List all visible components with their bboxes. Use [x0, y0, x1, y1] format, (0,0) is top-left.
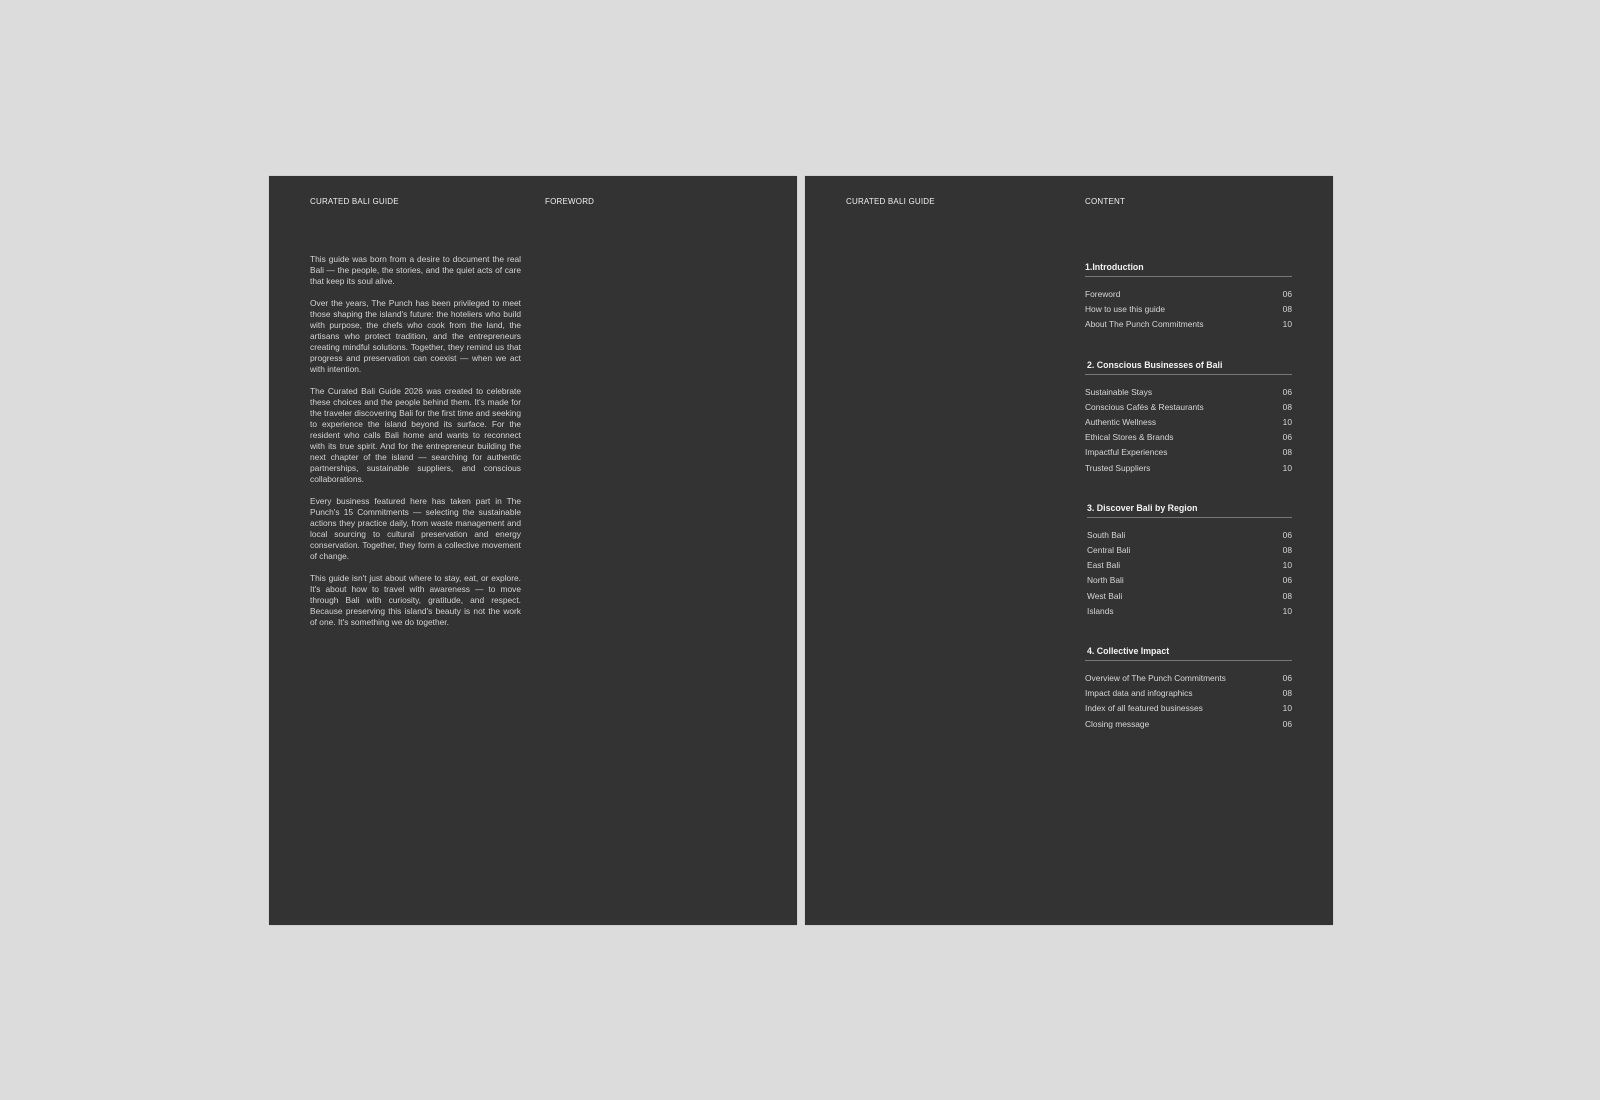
toc-entry-page: 08 [1282, 590, 1292, 601]
toc-entry-label: Central Bali [1087, 545, 1131, 556]
toc-section-conscious-businesses [1085, 359, 1292, 476]
toc-entry[interactable] [1085, 400, 1292, 415]
toc-entry-label: Authentic Wellness [1085, 417, 1157, 428]
toc-entry-label: Impactful Experiences [1085, 447, 1168, 458]
toc-entry-page: 06 [1282, 432, 1292, 443]
foreword-paragraph: This guide isn't just about where to stay, eat, or explore. It's about how to travel with awareness — to move through Bali with curiosity, gratitude, and respect. Because preserving this island's beauty is not the work of one. It's something we do together. [310, 573, 521, 627]
toc-entry-label: South Bali [1087, 529, 1126, 540]
section-label: CONTENT [1085, 197, 1126, 206]
toc-entry[interactable] [1085, 302, 1292, 317]
toc-section-heading: 3. Discover Bali by Region [1087, 502, 1292, 518]
toc-entry[interactable] [1085, 445, 1292, 460]
toc-entry-page: 10 [1282, 605, 1292, 616]
toc-entry[interactable] [1087, 558, 1292, 573]
section-label: FOREWORD [545, 197, 595, 206]
toc-entry-label: Impact data and infographics [1085, 688, 1193, 699]
toc-entry-label: About The Punch Commitments [1085, 319, 1204, 330]
running-title: CURATED BALI GUIDE [310, 197, 399, 206]
toc-entry[interactable] [1085, 671, 1292, 686]
toc-entry[interactable] [1085, 287, 1292, 302]
toc-entry[interactable] [1085, 717, 1292, 732]
running-title: CURATED BALI GUIDE [846, 197, 935, 206]
foreword-body [310, 254, 521, 639]
toc-entry-page: 10 [1282, 417, 1292, 428]
toc-entry-page: 06 [1282, 386, 1292, 397]
toc-entry[interactable] [1087, 573, 1292, 588]
toc-entry-page: 08 [1282, 545, 1292, 556]
toc-entry-label: Index of all featured businesses [1085, 703, 1203, 714]
toc-entry[interactable] [1085, 317, 1292, 332]
toc-entry-label: Trusted Suppliers [1085, 462, 1151, 473]
toc-entry-page: 06 [1282, 673, 1292, 684]
foreword-paragraph: The Curated Bali Guide 2026 was created to celebrate these choices and the people behind them. It's made for the traveler discovering Bali for the first time and seeking to experience the island beyond its surface. For the resident who calls Bali home and wants to reconnect with its true spirit. And for the entrepreneur building the next chapter of the island — searching for authentic partnerships, sustainable suppliers, and conscious collaborations. [310, 386, 521, 484]
toc-entry-page: 06 [1282, 529, 1292, 540]
foreword-paragraph: Over the years, The Punch has been privileged to meet those shaping the island's future: the hoteliers who build with purpose, the chefs who cook from the land, the artisans who protect tradition, and the entrepreneurs creating mindful solutions. Together, they remind us that progress and preservation can coexist — when we act with intention. [310, 298, 521, 374]
toc-section-heading: 2. Conscious Businesses of Bali [1085, 359, 1292, 375]
toc-entry-label: Sustainable Stays [1085, 386, 1153, 397]
toc-entry-label: Ethical Stores & Brands [1085, 432, 1174, 443]
toc-entry-page: 08 [1282, 447, 1292, 458]
toc-entry-label: Foreword [1085, 289, 1121, 299]
toc-entry-page: 06 [1282, 718, 1292, 729]
toc-entry-label: Closing message [1085, 718, 1150, 729]
foreword-paragraph: Every business featured here has taken part in The Punch's 15 Commitments — selecting the sustainable actions they practice daily, from waste management and local sourcing to cultural preservation and energy conservation. Together, they form a collective movement of change. [310, 496, 521, 561]
toc-entry[interactable] [1085, 686, 1292, 701]
toc-entry-page: 10 [1282, 560, 1292, 571]
toc-entry-page: 08 [1282, 688, 1292, 699]
toc-section-regions [1085, 502, 1292, 619]
toc-entry-label: Overview of The Punch Commitments [1085, 673, 1226, 684]
foreword-paragraph: This guide was born from a desire to document the real Bali — the people, the stories, and the quiet acts of care that keep its soul alive. [310, 254, 521, 286]
toc-entry-label: How to use this guide [1085, 304, 1166, 315]
toc-entry-page: 06 [1282, 575, 1292, 586]
toc-entry[interactable] [1087, 604, 1292, 619]
foreword-page [269, 176, 797, 925]
toc-entry-page: 08 [1282, 304, 1292, 315]
toc-entry-label: West Bali [1087, 590, 1123, 601]
toc-section-collective-impact [1085, 645, 1292, 732]
toc-entry[interactable] [1085, 701, 1292, 716]
toc-entry[interactable] [1085, 430, 1292, 445]
toc-entry[interactable] [1087, 589, 1292, 604]
toc-entry-page: 10 [1282, 703, 1292, 714]
toc-entry-label: Conscious Cafés & Restaurants [1085, 401, 1204, 412]
toc-entry-page: 06 [1282, 289, 1292, 299]
toc-entry[interactable] [1085, 415, 1292, 430]
toc-section-introduction [1085, 261, 1292, 333]
toc-entry-label: East Bali [1087, 560, 1121, 571]
toc-entry[interactable] [1085, 385, 1292, 400]
toc-entry-page: 08 [1282, 401, 1292, 412]
toc-entry-label: North Bali [1087, 575, 1124, 586]
toc-entry-page: 10 [1282, 319, 1292, 330]
toc-entry[interactable] [1087, 528, 1292, 543]
table-of-contents [1085, 261, 1292, 758]
toc-section-heading: 1.Introduction [1085, 261, 1292, 277]
toc-entry[interactable] [1087, 543, 1292, 558]
contents-page [805, 176, 1333, 925]
toc-entry[interactable] [1085, 461, 1292, 476]
toc-entry-page: 10 [1282, 462, 1292, 473]
toc-entry-label: Islands [1087, 605, 1114, 616]
toc-section-heading: 4. Collective Impact [1085, 645, 1292, 661]
